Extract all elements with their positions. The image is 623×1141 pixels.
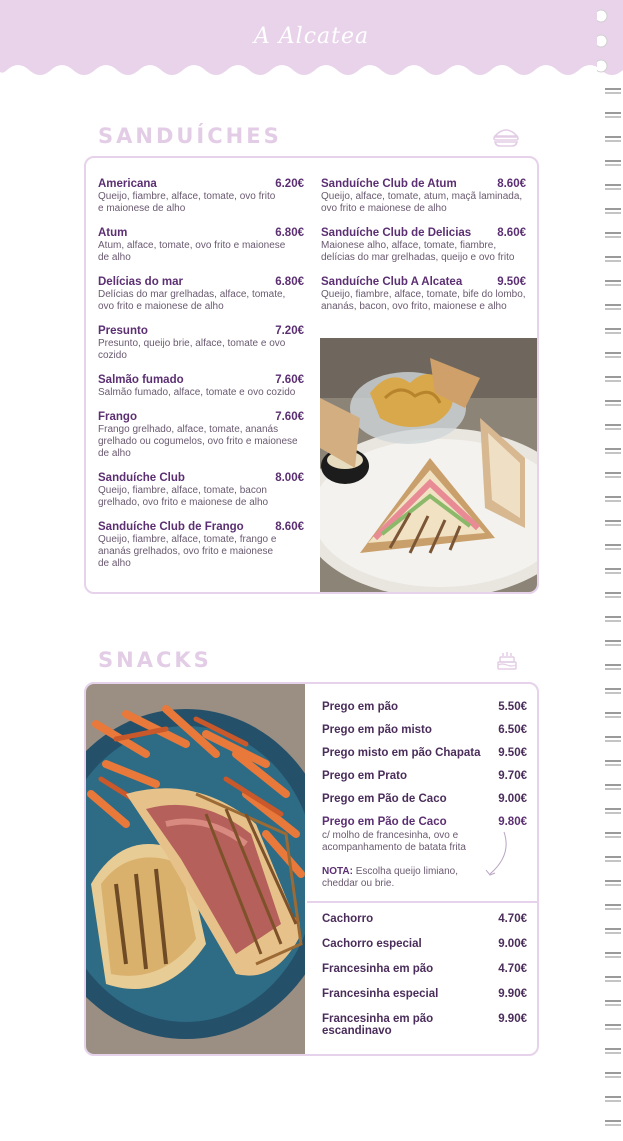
item-price: 9.50€ (498, 747, 527, 759)
item-price: 9.90€ (498, 1013, 527, 1025)
binding-coil (605, 1096, 621, 1102)
binding-coil (605, 736, 621, 742)
item-description: Queijo, fiambre, alface, tomate, bacon grelhado, ovo frito e maionese de alho (98, 485, 269, 508)
item-description: Delícias do mar grelhadas, alface, tomate, ovo frito e maionese de alho (98, 289, 286, 312)
binding-coil (605, 1048, 621, 1054)
menu-item (322, 913, 527, 925)
binding-coil (605, 160, 621, 166)
section-title-sanduiches: SANDUÍCHES (98, 124, 282, 148)
item-name: Prego em pão misto (322, 724, 432, 736)
menu-item (322, 988, 527, 1000)
binding-coil (605, 352, 621, 358)
club-sandwich-photo (320, 338, 539, 594)
menu-item (322, 724, 527, 736)
cake-icon (496, 650, 518, 672)
binding-coil (605, 448, 621, 454)
menu-item (321, 178, 526, 215)
item-name: Prego em Pão de Caco (322, 793, 447, 805)
item-price: 4.70€ (498, 913, 527, 925)
item-name: Delícias do mar (98, 276, 184, 288)
binding-coil (605, 904, 621, 910)
binding-coil (605, 1072, 621, 1078)
menu-item (322, 963, 527, 975)
item-name: Prego em Pão de Caco (322, 816, 447, 828)
item-price: 8.60€ (275, 521, 304, 533)
item-price: 8.60€ (497, 178, 526, 190)
binding-coil (605, 616, 621, 622)
binding-coil (605, 256, 621, 262)
item-price: 7.20€ (275, 325, 304, 337)
item-name: Prego em pão (322, 701, 399, 713)
sandwich-icon (492, 126, 520, 148)
menu-item (98, 521, 304, 570)
item-name: Salmão fumado (98, 374, 184, 386)
binding-coil (605, 592, 621, 598)
menu-item (322, 793, 527, 805)
item-name: Cachorro (322, 913, 374, 925)
menu-item (322, 770, 527, 782)
item-name: Sanduíche Club de Frango (98, 521, 244, 533)
binding-coil (605, 400, 621, 406)
menu-item (321, 227, 526, 264)
item-price: 5.50€ (498, 701, 527, 713)
item-name: Prego misto em pão Chapata (322, 747, 481, 759)
item-price: 9.00€ (498, 793, 527, 805)
menu-item (98, 374, 304, 399)
item-description: Queijo, alface, tomate, atum, maçã laminada, ovo frito e maionese de alho (321, 191, 523, 214)
item-name: Francesinha em pão escandinavo (322, 1013, 434, 1037)
menu-item (321, 276, 526, 313)
item-description: Atum, alface, tomate, ovo frito e maionese de alho (98, 240, 286, 263)
item-name: Presunto (98, 325, 148, 337)
item-description: Queijo, fiambre, alface, tomate, ovo frito e maionese de alho (98, 191, 276, 214)
menu-item (322, 1013, 527, 1037)
binding-coil (605, 760, 621, 766)
menu-item (98, 178, 304, 215)
section-title-snacks: SNACKS (98, 648, 212, 672)
item-description: Queijo, fiambre, alface, tomate, bife do lombo, ananás, bacon, ovo frito, maionese e alho (321, 289, 526, 312)
binding-coil (605, 424, 621, 430)
menu-item (98, 472, 304, 509)
item-name: Sanduíche Club de Atum (321, 178, 457, 190)
binding-coil (605, 712, 621, 718)
binding-coil (605, 808, 621, 814)
binding-coil (605, 232, 621, 238)
binding-coil (605, 784, 621, 790)
binding-coil (605, 136, 621, 142)
nota-note: NOTA: Escolha queijo limiano, cheddar ou brie. (322, 866, 458, 889)
binding-coil (605, 544, 621, 550)
binding-coil (605, 1120, 621, 1126)
item-price: 4.70€ (498, 963, 527, 975)
curved-arrow-icon (482, 830, 512, 880)
sanduiches-card (84, 156, 539, 594)
item-price: 9.50€ (497, 276, 526, 288)
menu-item (98, 227, 304, 264)
binding-coil (605, 688, 621, 694)
binding-coil (605, 856, 621, 862)
item-description: Salmão fumado, alface, tomate e ovo cozido (98, 387, 296, 398)
binding-coil (605, 472, 621, 478)
binding-coil (605, 640, 621, 646)
binding-ring (597, 35, 607, 47)
binding-coil (605, 208, 621, 214)
prego-sandwich-photo (86, 684, 305, 1056)
item-name: Sanduíche Club A Alcatea (321, 276, 463, 288)
menu-item (322, 816, 527, 828)
binding-coil (605, 976, 621, 982)
menu-item (322, 701, 527, 713)
snacks-card (84, 682, 539, 1056)
divider (307, 901, 539, 903)
item-price: 9.70€ (498, 770, 527, 782)
item-name: Cachorro especial (322, 938, 422, 950)
binding-coil (605, 1024, 621, 1030)
item-name: Americana (98, 178, 157, 190)
binding-coil (605, 880, 621, 886)
item-name: Sanduíche Club de Delicias (321, 227, 472, 239)
menu-item (98, 276, 304, 313)
menu-item (98, 325, 304, 362)
item-name: Prego em Prato (322, 770, 407, 782)
nota-label: NOTA: (322, 866, 353, 877)
item-description: c/ molho de francesinha, ovo e acompanhamento de batata frita (322, 830, 466, 853)
menu-item (322, 747, 527, 759)
binding-coil (605, 520, 621, 526)
spiral-binding (597, 0, 623, 1141)
item-name: Atum (98, 227, 128, 239)
binding-coil (605, 184, 621, 190)
item-price: 6.50€ (498, 724, 527, 736)
binding-ring (597, 10, 607, 22)
binding-coil (605, 832, 621, 838)
item-price: 8.00€ (275, 472, 304, 484)
item-price: 9.00€ (498, 938, 527, 950)
binding-coil (605, 952, 621, 958)
binding-coil (605, 376, 621, 382)
item-description: Presunto, queijo brie, alface, tomate e ovo cozido (98, 338, 286, 361)
item-name: Sanduíche Club (98, 472, 185, 484)
binding-coil (605, 304, 621, 310)
binding-coil (605, 664, 621, 670)
item-name: Francesinha especial (322, 988, 439, 1000)
item-description: Maionese alho, alface, tomate, fiambre, delícias do mar grelhadas, queijo e ovo frito (321, 240, 515, 263)
menu-item (322, 938, 527, 950)
item-price: 7.60€ (275, 411, 304, 423)
binding-coil (605, 280, 621, 286)
item-name: Francesinha em pão (322, 963, 434, 975)
binding-coil (605, 88, 621, 94)
binding-coil (605, 568, 621, 574)
item-description: Queijo, fiambre, alface, tomate, frango e ananás grelhados, ovo frito e maionese de alho (98, 534, 277, 569)
item-price: 9.90€ (498, 988, 527, 1000)
item-price: 9.80€ (498, 816, 527, 828)
item-price: 8.60€ (497, 227, 526, 239)
binding-coil (605, 496, 621, 502)
item-price: 6.80€ (275, 227, 304, 239)
binding-coil (605, 328, 621, 334)
item-price: 6.20€ (275, 178, 304, 190)
binding-ring (597, 60, 607, 72)
item-description: Frango grelhado, alface, tomate, ananás grelhado ou cogumelos, ovo frito e maionese de alho (98, 424, 298, 459)
item-price: 7.60€ (275, 374, 304, 386)
brand-title: A Alcatea (253, 24, 370, 49)
item-name: Frango (98, 411, 137, 423)
header (0, 0, 623, 84)
menu-item (98, 411, 304, 460)
binding-coil (605, 112, 621, 118)
binding-coil (605, 1000, 621, 1006)
item-price: 6.80€ (275, 276, 304, 288)
binding-coil (605, 928, 621, 934)
